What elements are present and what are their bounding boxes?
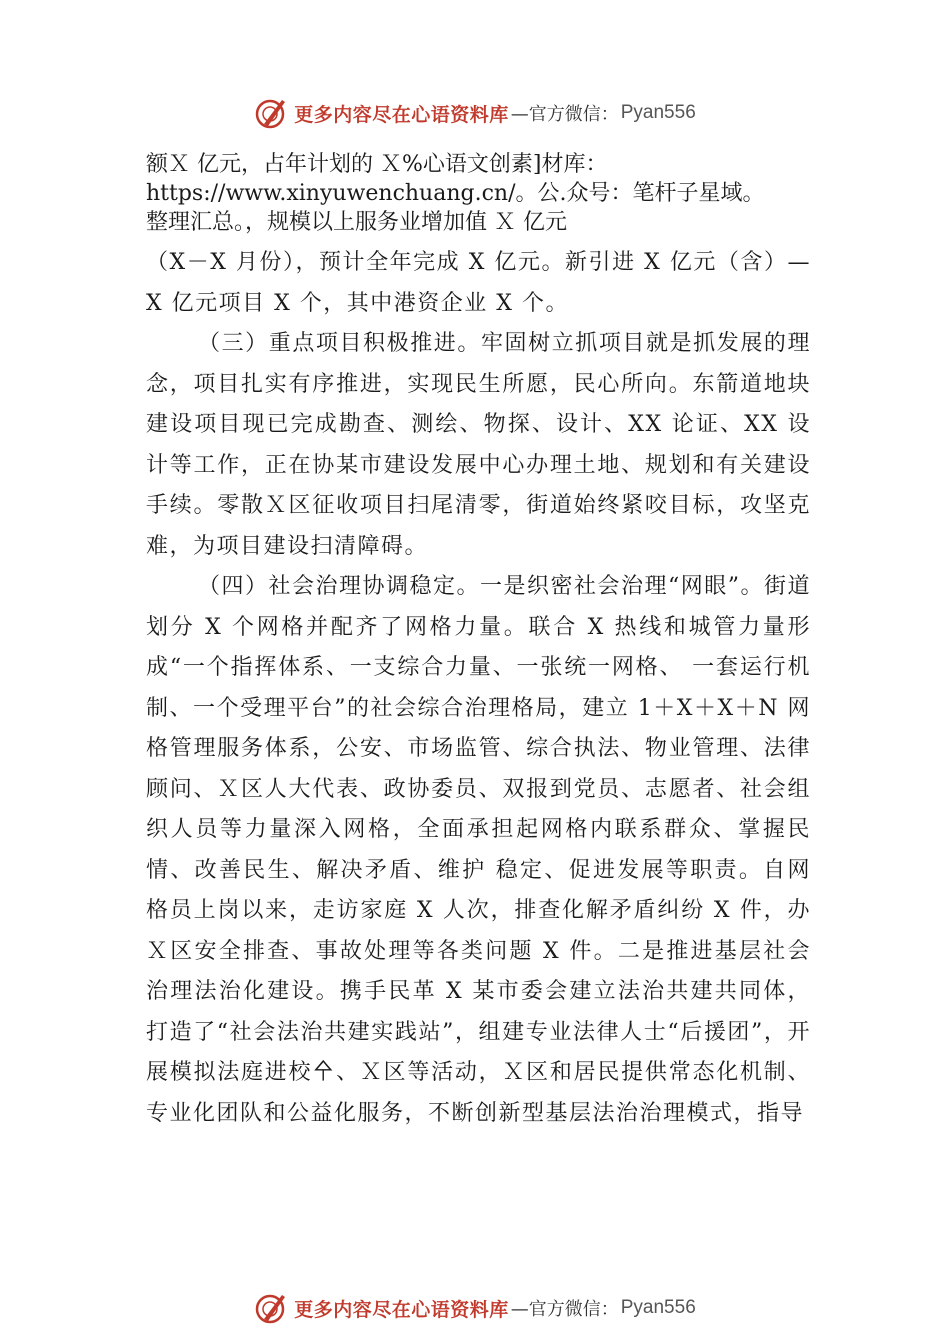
paragraph-key-projects: （三）重点项目积极推进。牢固树立抓项目就是抓发展的理念，项目扎实有序推进，实现民生所愿，民心所向。东箭道地块建设项目现已完成勘查、测绘、物探、设计、XX 论证、XX 设计等工作，正在协某市建设发展中心办理土地、规划和有关建设手续。零散Ｘ区征收项目扫尾清零，街道始终紧咬目标，攻坚克难，为项目建设扫清障碍。	[146, 331, 811, 559]
paragraph-social-governance: （四）社会治理协调稳定。一是织密社会治理“网眼”。街道划分 X 个网格并配齐了网格力量。联合 X 热线和城管力量形成“一个指挥体系、一支综合力量、一张统一网格、 一套运行机制、一个受理平台”的社会综合治理格局，建立 1＋X＋X＋N 网格管理服务体系，公安、市场监管、综合执法、物业管理、法律顾问、Ｘ区人大代表、政协委员、双报到党员、志愿者、社会组织人员等力量深入网格，全面承担起网格内联系群众、掌握民情、改善民生、解决矛盾、维护 稳定、促进发展等职责。自网格员上岗以来，走访家庭 X 人次，排查化解矛盾纠纷 X 件，办Ｘ区安全排查、事故处理等各类问题 X 件。二是推进基层社会治理法治化建设。携手民革 X 某市委会建立法治共建共同体，打造了“社会法治共建实践站”，组建专业法律人士“后援团”，开展模拟法庭进校㐃、Ｘ区等活动，Ｘ区和居民提供常态化机制、专业化团队和公益化服务，不断创新型基层法治治理模式，指导	[146, 574, 811, 1126]
document-body	[146, 150, 811, 1134]
footer-banner	[0, 1288, 950, 1328]
brush-logo-icon	[254, 1291, 288, 1325]
banner-wechat-id: Pyan556	[620, 102, 696, 123]
paragraph-continuation: （X－X 月份），预计全年完成 X 亿元。新引进 X 亿元（含）—X 亿元项目 X 个，其中港资企业 X 个。	[146, 250, 811, 316]
intro-line: https://www.xinyuwenchuang.cn/。公.众号：笔杆子星域。	[146, 181, 765, 206]
banner-separator: —官方微信：	[510, 104, 619, 125]
banner-separator: —官方微信：	[510, 1299, 619, 1320]
intro-line: 额Ｘ 亿元，占年计划的 Ｘ%心语文创素]材库：	[146, 152, 608, 177]
intro-line: 整理汇总。，规模以上服务业增加值 Ｘ 亿元	[146, 210, 567, 235]
header-banner	[0, 93, 950, 133]
banner-brand: 更多内容尽在心语资料库	[294, 103, 509, 126]
brush-logo-icon	[254, 96, 288, 130]
banner-brand: 更多内容尽在心语资料库	[294, 1298, 509, 1321]
banner-wechat-id: Pyan556	[620, 1297, 696, 1318]
